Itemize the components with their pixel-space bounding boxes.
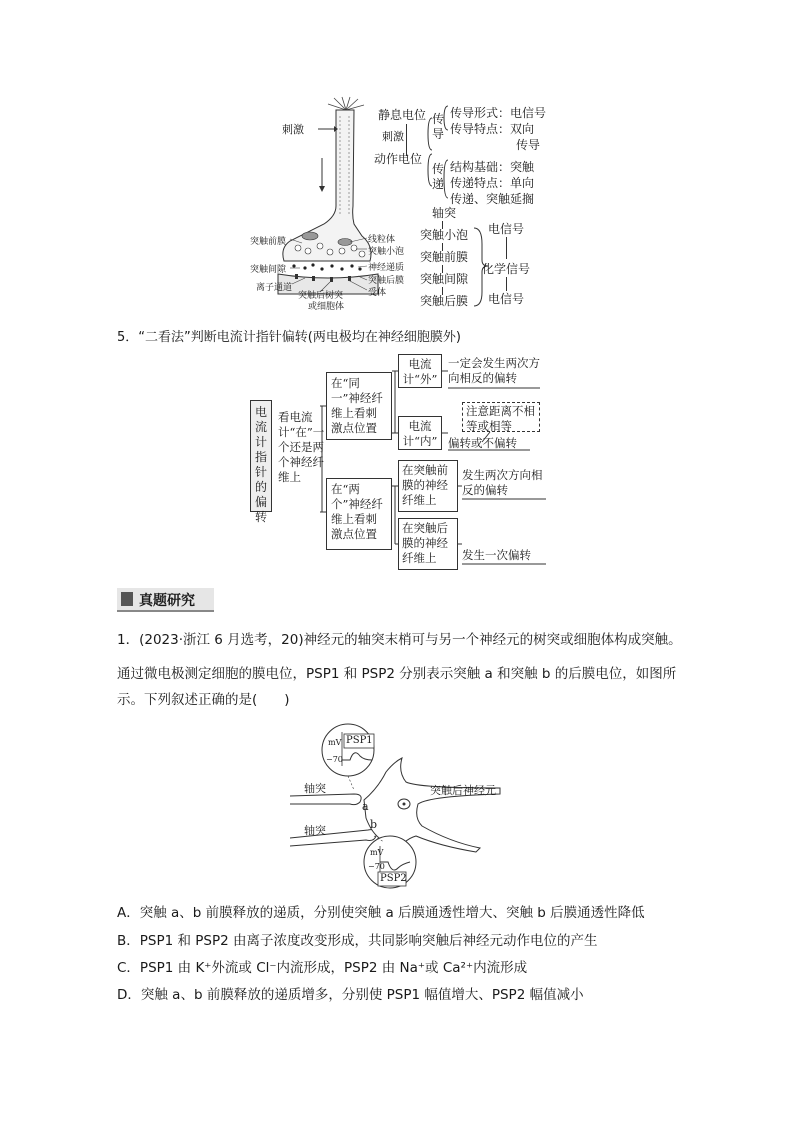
outside-result: 一定会发生两次方向相反的偏转 xyxy=(448,356,540,385)
signal-electric-1: 电信号 xyxy=(488,222,525,236)
option-c: C．PSP1 由 K⁺外流或 Cl⁻内流形成，PSP2 由 Na⁺或 Ca²⁺内流形成 xyxy=(117,960,528,976)
signal-chemical: 化学信号 xyxy=(482,262,531,276)
label-synaptic-cleft: 突触间隙 xyxy=(250,265,287,275)
psp-drawing xyxy=(290,722,510,892)
galvanometer-inside-box: 电流计“内” xyxy=(398,416,442,450)
conduct-form: 传导形式：电信号 xyxy=(450,106,547,120)
label-post-membrane: 突触后膜 xyxy=(368,276,405,286)
psp1-neg70: −70 xyxy=(326,755,343,764)
synapse-a-label: a xyxy=(362,800,369,813)
question-line-2: 通过微电极测定细胞的膜电位，PSP1 和 PSP2 分别表示突触 a 和突触 b 的后膜电位，如图所 xyxy=(117,666,677,682)
transmit-label: 传递 xyxy=(431,162,444,191)
pre-fiber-box: 在突触前膜的神经纤维上 xyxy=(398,460,458,512)
note-box: 注意距离不相等或相等 xyxy=(462,402,540,432)
psp2-label: PSP2 xyxy=(380,873,407,884)
section-title: 真题研究 xyxy=(139,593,195,609)
galvanometer-outside-box: 电流计“外” xyxy=(398,354,442,388)
synapse-b-label: b xyxy=(370,818,378,831)
psp2-mv: mV xyxy=(370,848,384,857)
section-header xyxy=(117,588,214,612)
option-a: A．突触 a、b 前膜释放的递质，分别使突触 a 后膜通透性增大、突触 b 后膜通透性降低 xyxy=(117,905,645,921)
root-box: 电流计指针的偏转 xyxy=(250,400,272,512)
conduct-feature-2: 传导 xyxy=(516,138,541,152)
post-membrane-label: 突触后膜 xyxy=(420,294,469,308)
inside-result: 偏转或不偏转 xyxy=(448,436,517,450)
flow2-connectors xyxy=(250,352,550,572)
psp1-mv: mV xyxy=(328,738,342,747)
stim-label: 刺激 xyxy=(382,130,404,143)
post-result: 发生一次偏转 xyxy=(462,548,531,562)
option-d: D．突触 a、b 前膜释放的递质增多，分别使 PSP1 幅值增大、PSP2 幅值减小 xyxy=(117,987,584,1003)
conduct-feature-1: 传导特点：双向 xyxy=(450,122,535,136)
psp-figure xyxy=(290,722,510,892)
pre-result: 发生两次方向相反的偏转 xyxy=(462,468,543,497)
post-fiber-box: 在突触后膜的神经纤维上 xyxy=(398,518,458,570)
transmit-feature-2: 传递、突触延搁 xyxy=(450,192,535,206)
label-neurotransmitter: 神经递质 xyxy=(368,263,405,273)
label-vesicle: 突触小泡 xyxy=(368,247,405,257)
axon-a-label: 轴突 xyxy=(304,782,326,795)
action-potential: 动作电位 xyxy=(374,152,423,166)
cleft-label: 突触间隙 xyxy=(420,272,469,286)
flow1-braces xyxy=(424,100,450,210)
same-fiber-box: 在“同一”神经纤维上看刺激点位置 xyxy=(326,372,392,440)
resting-potential: 静息电位 xyxy=(378,108,427,122)
section-marker-icon xyxy=(121,592,133,606)
transmit-feature-1: 传递特点：单向 xyxy=(450,176,535,190)
psp2-neg70: −70 xyxy=(368,862,385,871)
pre-membrane-label: 突触前膜 xyxy=(420,250,469,264)
question-line-3: 示。下列叙述正确的是( ) xyxy=(117,692,290,708)
label-ion-channel: 离子通道 xyxy=(256,283,293,293)
conduction-flowchart xyxy=(372,100,562,310)
item-5-heading: 5．“二看法”判断电流计指针偏转(两电极均在神经细胞膜外) xyxy=(117,330,461,345)
axon-b-label: 轴突 xyxy=(304,824,326,837)
see-label: 看电流计“在”一个还是两个神经纤维上 xyxy=(278,410,325,484)
label-mitochondria: 线粒体 xyxy=(368,235,396,245)
post-neuron-label: 突触后神经元 xyxy=(430,784,496,797)
conduct-label: 传导 xyxy=(431,112,444,141)
label-cell-body: 或细胞体 xyxy=(308,302,345,312)
question-line-1: 1．(2023·浙江 6 月选考，20)神经元的轴突末梢可与另一个神经元的树突或细胞体构成突触。 xyxy=(117,632,682,648)
psp1-label: PSP1 xyxy=(346,735,373,746)
galvanometer-flowchart xyxy=(250,352,550,567)
label-presynaptic-membrane: 突触前膜 xyxy=(250,237,287,247)
option-b: B．PSP1 和 PSP2 由离子浓度改变形成，共同影响突触后神经元动作电位的产生 xyxy=(117,933,598,949)
stimulus-label: 刺激 xyxy=(282,123,304,136)
structure-base: 结构基础：突触 xyxy=(450,160,535,174)
label-receptor: 受体 xyxy=(368,288,387,298)
label-post-dendrite: 突触后树突 xyxy=(298,291,344,301)
two-fiber-box: 在“两个”神经纤维上看刺激点位置 xyxy=(326,478,392,550)
axon-label: 轴突 xyxy=(432,206,457,220)
vesicle-label: 突触小泡 xyxy=(420,228,469,242)
signal-electric-2: 电信号 xyxy=(488,292,525,306)
